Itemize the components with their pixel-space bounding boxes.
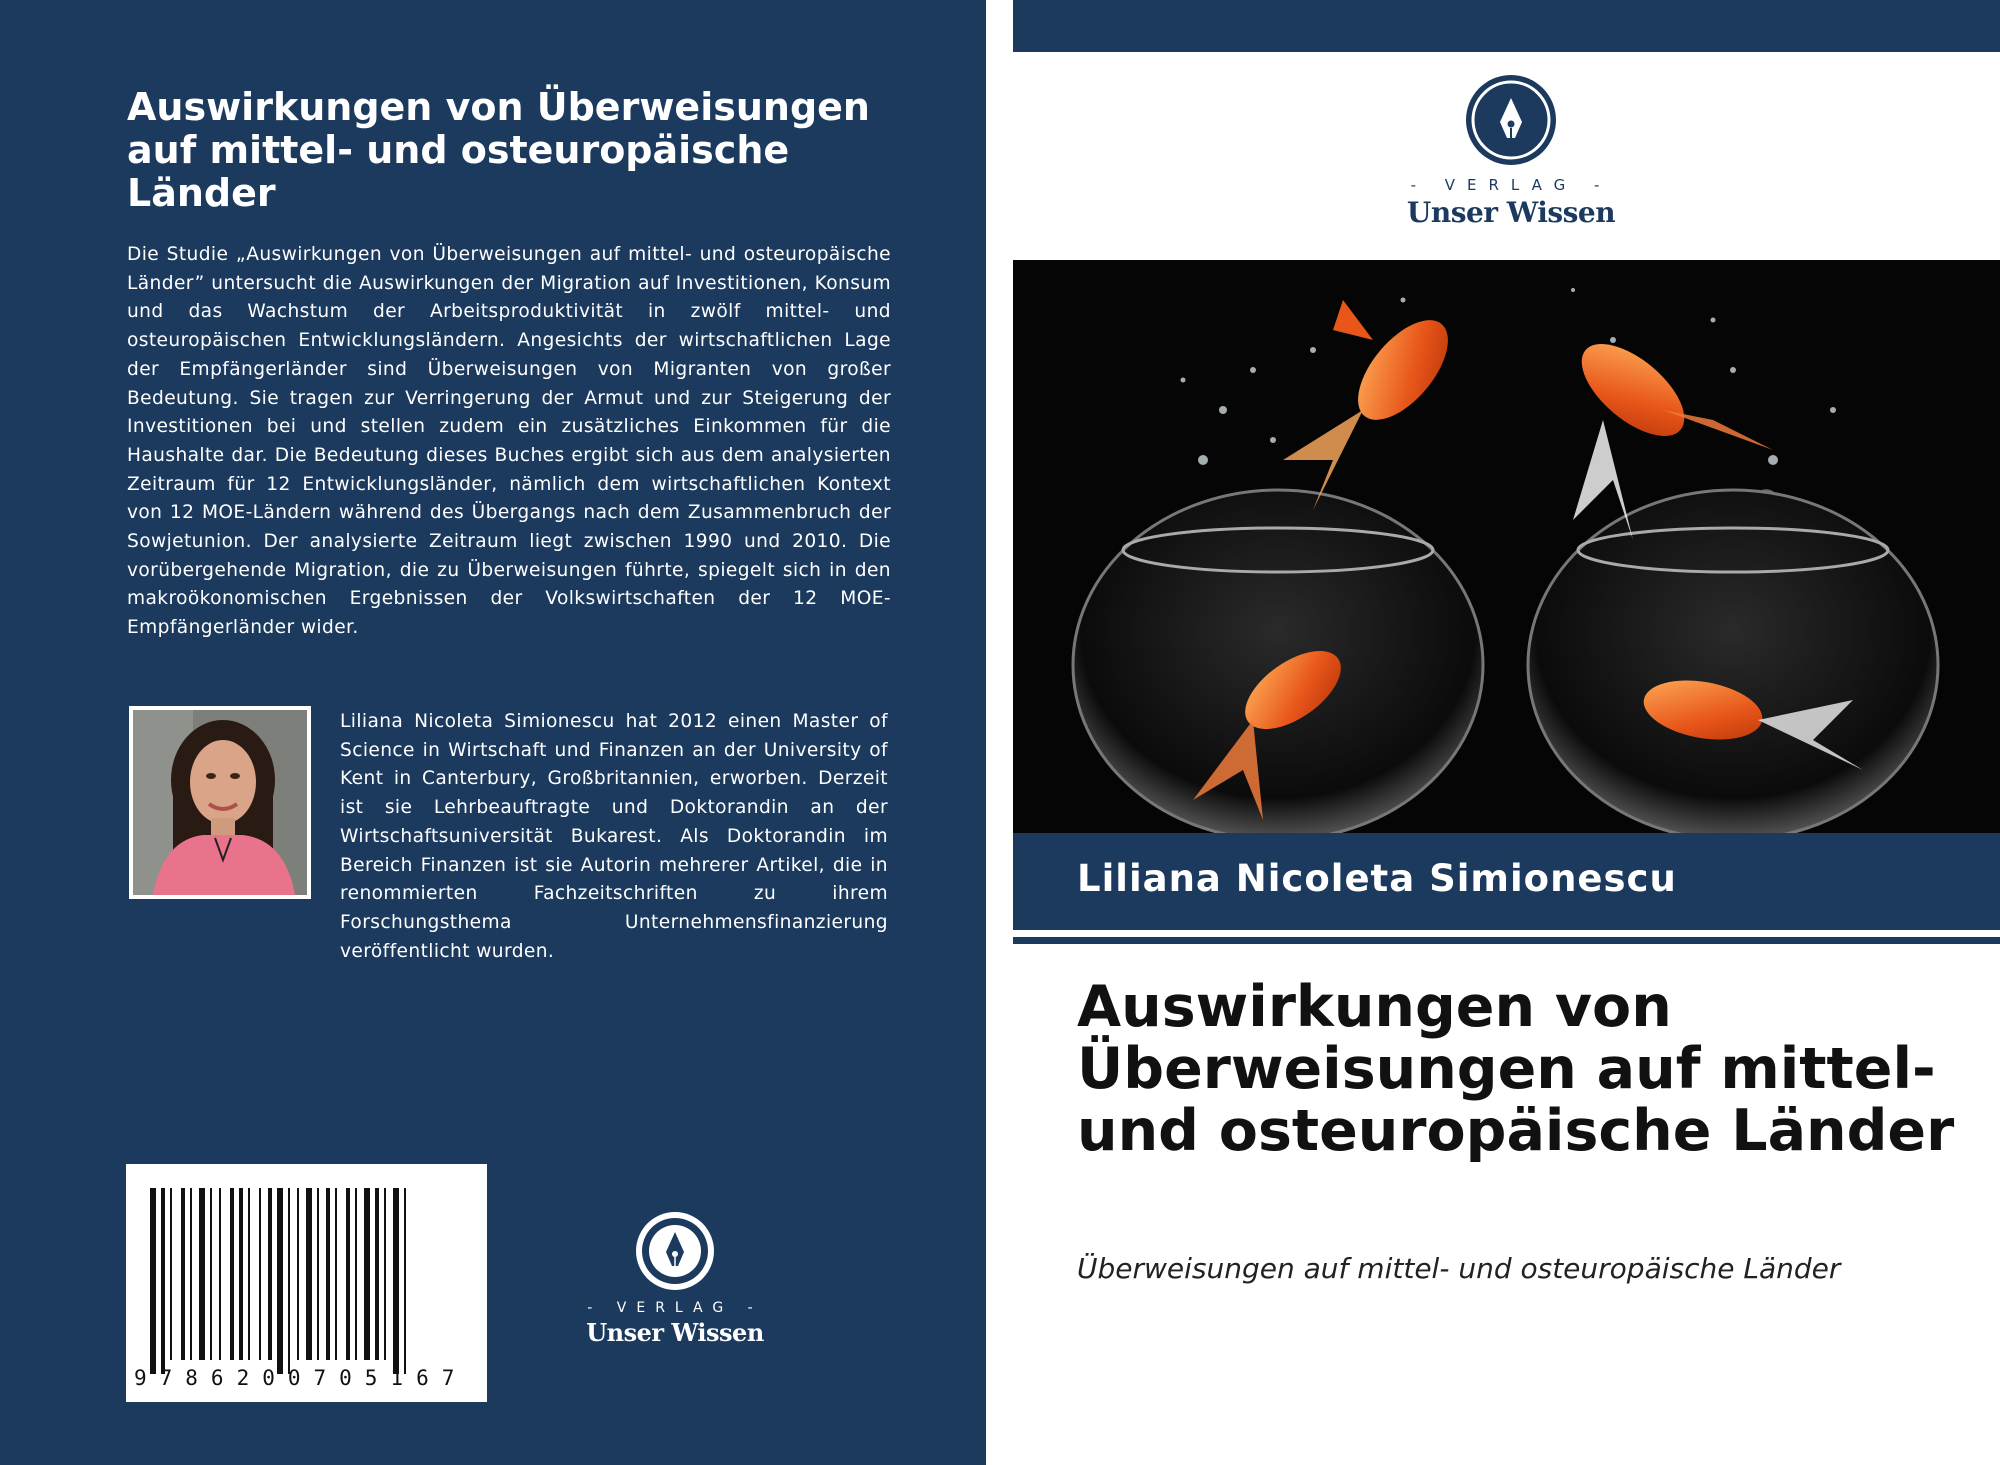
barcode-bar [288, 1188, 290, 1374]
barcode-bar [384, 1188, 386, 1360]
author-photo [129, 706, 311, 899]
divider-line [1013, 937, 2000, 944]
barcode-bar [219, 1188, 221, 1360]
back-cover-title: Auswirkungen von Überweisungen auf mittel- und osteuropäische Länder [127, 85, 870, 215]
spine-gap [986, 0, 1013, 1465]
back-logo-verlag: - VERLAG - [587, 1300, 763, 1316]
barcode-bar [277, 1188, 283, 1374]
barcode-bar [181, 1188, 185, 1360]
back-cover-blurb: Die Studie „Auswirkungen von Überweisungen auf mittel- und osteuropäische Länder” untersucht die Auswirkungen der Migration auf Investitionen, Konsum und das Wachstum der Arbeitsproduktivität in zwölf mittel- und osteuropäischen Entwicklungsländern. Angesichts der wirtschaftlichen Lage der Empfängerländer sind Überweisungen von Migranten von großer Bedeutung. Sie tragen zur Verringerung der Armut und zur Steigerung der Investitionen bei und stellen zudem ein zusätzliches Einkommen für die Haushalte dar. Die Bedeutung dieses Buches ergibt sich aus dem analysierten Zeitraum für 12 Entwicklungsländer, nämlich dem wirtschaftlichen Kontext von 12 MOE-Ländern während des Übergangs nach dem Zusammenbruch der Sowjetunion. Der analysierte Zeitraum liegt zwischen 1990 und 2010. Die vorübergehende Migration, die zu Überweisungen führte, spiegelt sich in den makroökonomischen Ergebnissen der Volkswirtschaften der 12 MOE-Empfängerländer wider. [127, 244, 891, 639]
barcode-bar [248, 1188, 250, 1360]
barcode-bar [239, 1188, 243, 1360]
barcode-bar [297, 1188, 299, 1360]
barcode-bar [393, 1188, 399, 1374]
barcode-bar [268, 1188, 272, 1360]
barcode-bar [346, 1188, 350, 1360]
barcode-bar [259, 1188, 261, 1360]
barcode-bar [364, 1188, 370, 1360]
cover-goldfish-photo [1013, 260, 2000, 833]
barcode-bar [150, 1188, 156, 1374]
back-cover [0, 0, 986, 1465]
barcode-bar [199, 1188, 205, 1360]
front-logo-verlag: - VERLAG - [1410, 176, 1612, 194]
barcode-bar [375, 1188, 379, 1360]
barcode-bar [161, 1188, 165, 1374]
barcode-bar [326, 1188, 330, 1360]
barcode-bar [335, 1188, 337, 1360]
barcode-bar [230, 1188, 234, 1360]
front-cover [1013, 0, 2000, 1465]
isbn-digits: 9786200705167 [134, 1366, 468, 1390]
back-publisher-logo [585, 1210, 765, 1347]
back-logo-name: Unser Wissen [586, 1318, 764, 1347]
front-cover-subtitle: Überweisungen auf mittel- und osteuropäische Länder [1077, 1252, 1841, 1285]
barcode-bar [404, 1188, 406, 1374]
barcode-bar [317, 1188, 319, 1360]
front-top-bar [1013, 0, 2000, 52]
barcode-bar [170, 1188, 172, 1360]
front-cover-title: Auswirkungen von Überweisungen auf mittel- und osteuropäische Länder [1077, 974, 1955, 1164]
fountain-pen-nib-icon [1465, 74, 1557, 166]
author-biography: Liliana Nicoleta Simionescu hat 2012 einen Master of Science in Wirtschaft und Finanzen an der University of Kent in Canterbury, Großbritannien, erworben. Derzeit ist sie Lehrbeauftragte und Doktorandin an der Wirtschaftsuniversität Bukarest. Als Doktorandin im Bereich Finanzen ist sie Autorin mehrerer Artikel, die in renommierten Fachzeitschriften zu ihrem Forschungsthema Unternehmensfinanzierung veröffentlicht wurden. [340, 711, 888, 962]
author-portrait-image [133, 710, 307, 895]
front-logo-name: Unser Wissen [1406, 196, 1616, 229]
barcode-bar [306, 1188, 312, 1360]
goldfish-bowls-illustration [1013, 260, 2000, 833]
fountain-pen-nib-icon [634, 1210, 716, 1292]
front-cover-author: Liliana Nicoleta Simionescu [1077, 857, 1677, 900]
author-band [1013, 833, 2000, 930]
front-publisher-logo [1393, 74, 1629, 229]
barcode-bar [190, 1188, 192, 1360]
barcode-bar [355, 1188, 357, 1360]
barcode-bar [210, 1188, 212, 1360]
isbn-barcode [126, 1164, 487, 1402]
